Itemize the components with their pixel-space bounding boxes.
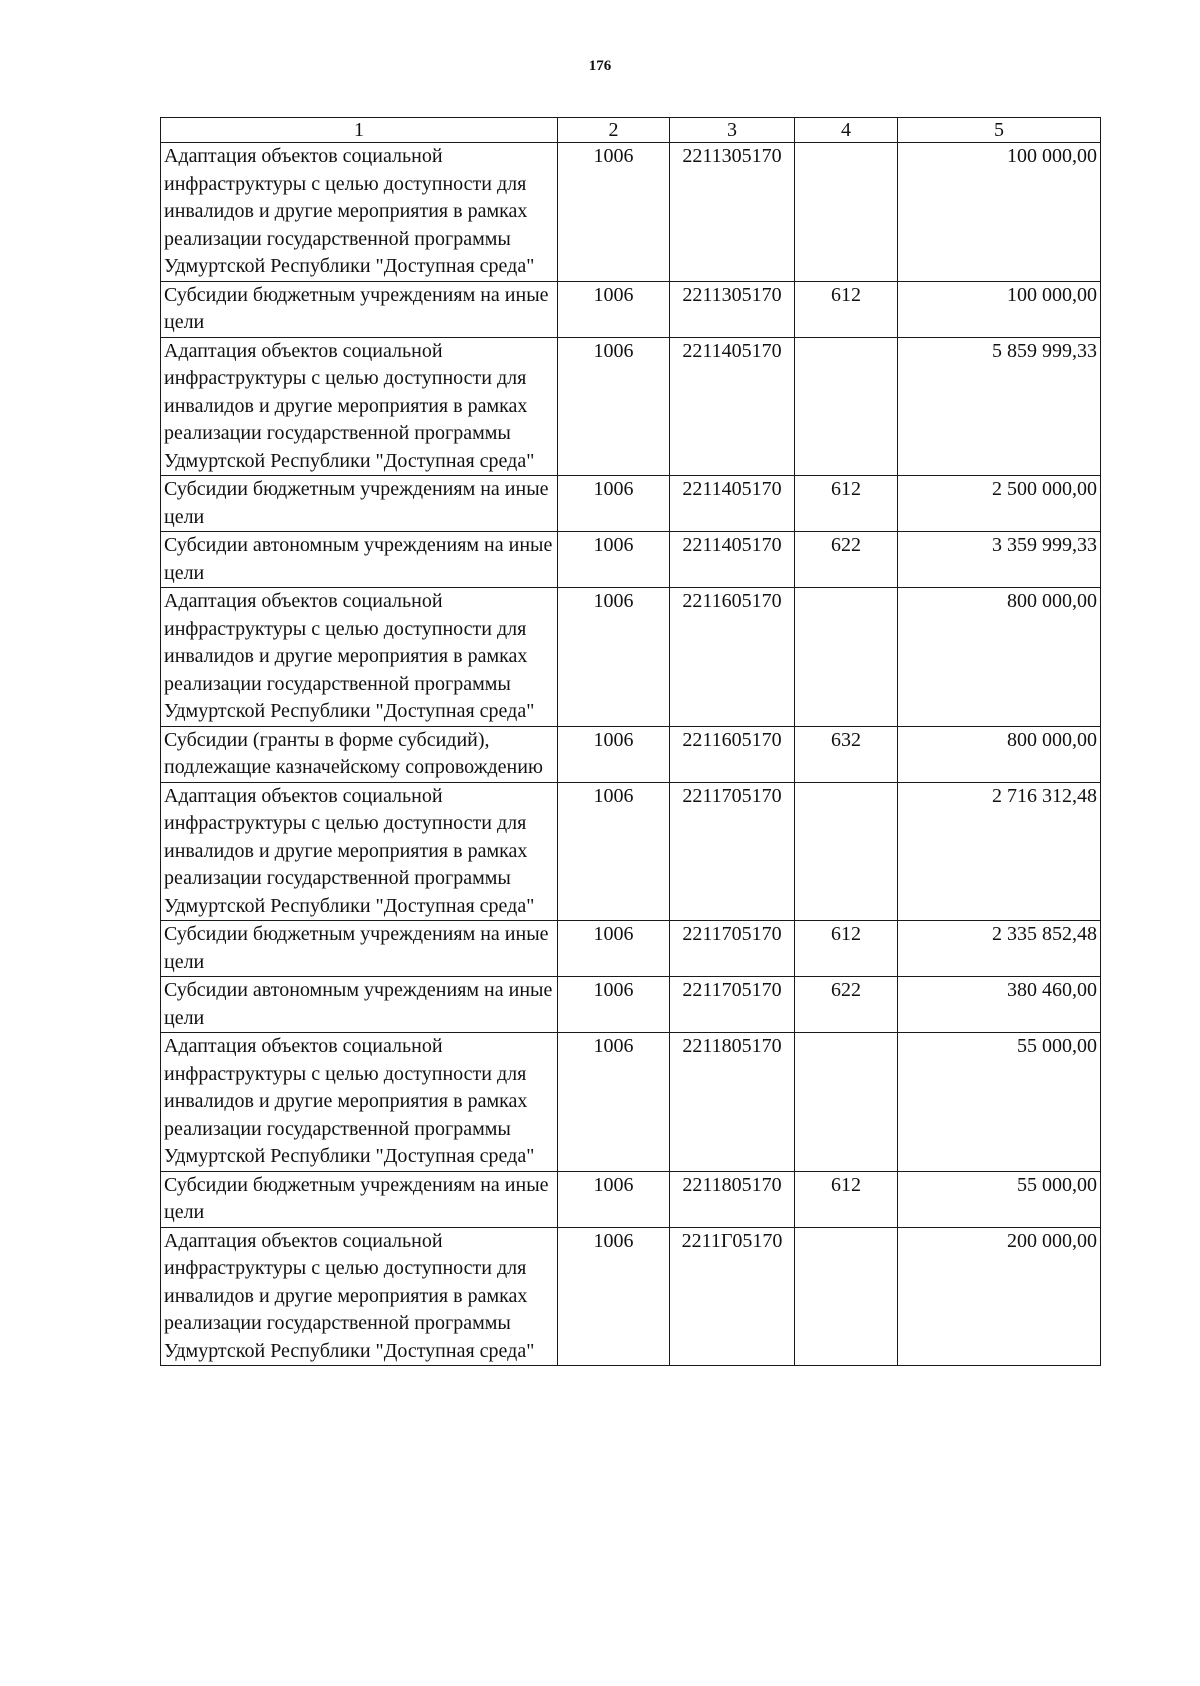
table-row [161,782,1101,921]
amount-cell: 200 000,00 [898,1227,1101,1366]
section-code-cell: 1006 [558,921,670,977]
item-name-cell: Субсидии автономным учреждениям на иные цели [161,532,558,588]
item-name-cell: Субсидии бюджетным учреждениям на иные цели [161,476,558,532]
table-row [161,1033,1101,1172]
amount-cell: 2 335 852,48 [898,921,1101,977]
item-name-cell: Адаптация объектов социальной инфраструктуры с целью доступности для инвалидов и другие мероприятия в рамках реализации государственной программы Удмуртской Республики "Доступная среда" [161,782,558,921]
target-code-cell: 2211705170 [670,921,795,977]
column-header-5: 5 [898,118,1101,143]
expense-type-cell [795,143,898,282]
table-row [161,1227,1101,1366]
amount-cell: 55 000,00 [898,1171,1101,1227]
expense-type-cell [795,782,898,921]
target-code-cell: 2211805170 [670,1033,795,1172]
amount-cell: 380 460,00 [898,977,1101,1033]
amount-cell: 55 000,00 [898,1033,1101,1172]
amount-cell: 3 359 999,33 [898,532,1101,588]
target-code-cell: 2211705170 [670,782,795,921]
page-number: 176 [588,58,612,74]
expense-type-cell: 622 [795,977,898,1033]
section-code-cell: 1006 [558,782,670,921]
table-row [161,337,1101,476]
amount-cell: 100 000,00 [898,143,1101,282]
expense-type-cell: 632 [795,726,898,782]
item-name-cell: Субсидии бюджетным учреждениям на иные цели [161,921,558,977]
item-name-cell: Субсидии (гранты в форме субсидий), подлежащие казначейскому сопровождению [161,726,558,782]
target-code-cell: 2211605170 [670,588,795,727]
column-header-1: 1 [161,118,558,143]
item-name-cell: Адаптация объектов социальной инфраструктуры с целью доступности для инвалидов и другие мероприятия в рамках реализации государственной программы Удмуртской Республики "Доступная среда" [161,143,558,282]
target-code-cell: 2211705170 [670,977,795,1033]
item-name-cell: Адаптация объектов социальной инфраструктуры с целью доступности для инвалидов и другие мероприятия в рамках реализации государственной программы Удмуртской Республики "Доступная среда" [161,588,558,727]
target-code-cell: 2211Г05170 [670,1227,795,1366]
section-code-cell: 1006 [558,1171,670,1227]
expense-type-cell [795,1033,898,1172]
target-code-cell: 2211405170 [670,476,795,532]
section-code-cell: 1006 [558,476,670,532]
table-row [161,977,1101,1033]
section-code-cell: 1006 [558,588,670,727]
item-name-cell: Субсидии бюджетным учреждениям на иные цели [161,281,558,337]
section-code-cell: 1006 [558,1033,670,1172]
table-row [161,1171,1101,1227]
expense-type-cell: 612 [795,1171,898,1227]
amount-cell: 800 000,00 [898,588,1101,727]
section-code-cell: 1006 [558,532,670,588]
item-name-cell: Субсидии бюджетным учреждениям на иные цели [161,1171,558,1227]
target-code-cell: 2211405170 [670,337,795,476]
section-code-cell: 1006 [558,977,670,1033]
expense-type-cell [795,337,898,476]
target-code-cell: 2211805170 [670,1171,795,1227]
item-name-cell: Адаптация объектов социальной инфраструктуры с целью доступности для инвалидов и другие мероприятия в рамках реализации государственной программы Удмуртской Республики "Доступная среда" [161,337,558,476]
expense-type-cell: 612 [795,281,898,337]
table-row [161,143,1101,282]
table-row [161,532,1101,588]
expense-type-cell [795,1227,898,1366]
amount-cell: 2 500 000,00 [898,476,1101,532]
target-code-cell: 2211305170 [670,143,795,282]
item-name-cell: Адаптация объектов социальной инфраструктуры с целью доступности для инвалидов и другие мероприятия в рамках реализации государственной программы Удмуртской Республики "Доступная среда" [161,1033,558,1172]
target-code-cell: 2211605170 [670,726,795,782]
budget-table [160,117,1101,1366]
amount-cell: 100 000,00 [898,281,1101,337]
amount-cell: 2 716 312,48 [898,782,1101,921]
column-header-3: 3 [670,118,795,143]
section-code-cell: 1006 [558,726,670,782]
amount-cell: 800 000,00 [898,726,1101,782]
item-name-cell: Адаптация объектов социальной инфраструктуры с целью доступности для инвалидов и другие мероприятия в рамках реализации государственной программы Удмуртской Республики "Доступная среда" [161,1227,558,1366]
table-header [161,118,1101,143]
table-row [161,921,1101,977]
table-row [161,726,1101,782]
target-code-cell: 2211405170 [670,532,795,588]
target-code-cell: 2211305170 [670,281,795,337]
section-code-cell: 1006 [558,337,670,476]
table-row [161,588,1101,727]
column-header-2: 2 [558,118,670,143]
table-body [161,143,1101,1366]
column-header-4: 4 [795,118,898,143]
table-row [161,476,1101,532]
table-row [161,281,1101,337]
amount-cell: 5 859 999,33 [898,337,1101,476]
section-code-cell: 1006 [558,281,670,337]
expense-type-cell: 612 [795,921,898,977]
item-name-cell: Субсидии автономным учреждениям на иные цели [161,977,558,1033]
expense-type-cell [795,588,898,727]
expense-type-cell: 612 [795,476,898,532]
section-code-cell: 1006 [558,1227,670,1366]
header-row [161,118,1101,143]
expense-type-cell: 622 [795,532,898,588]
section-code-cell: 1006 [558,143,670,282]
